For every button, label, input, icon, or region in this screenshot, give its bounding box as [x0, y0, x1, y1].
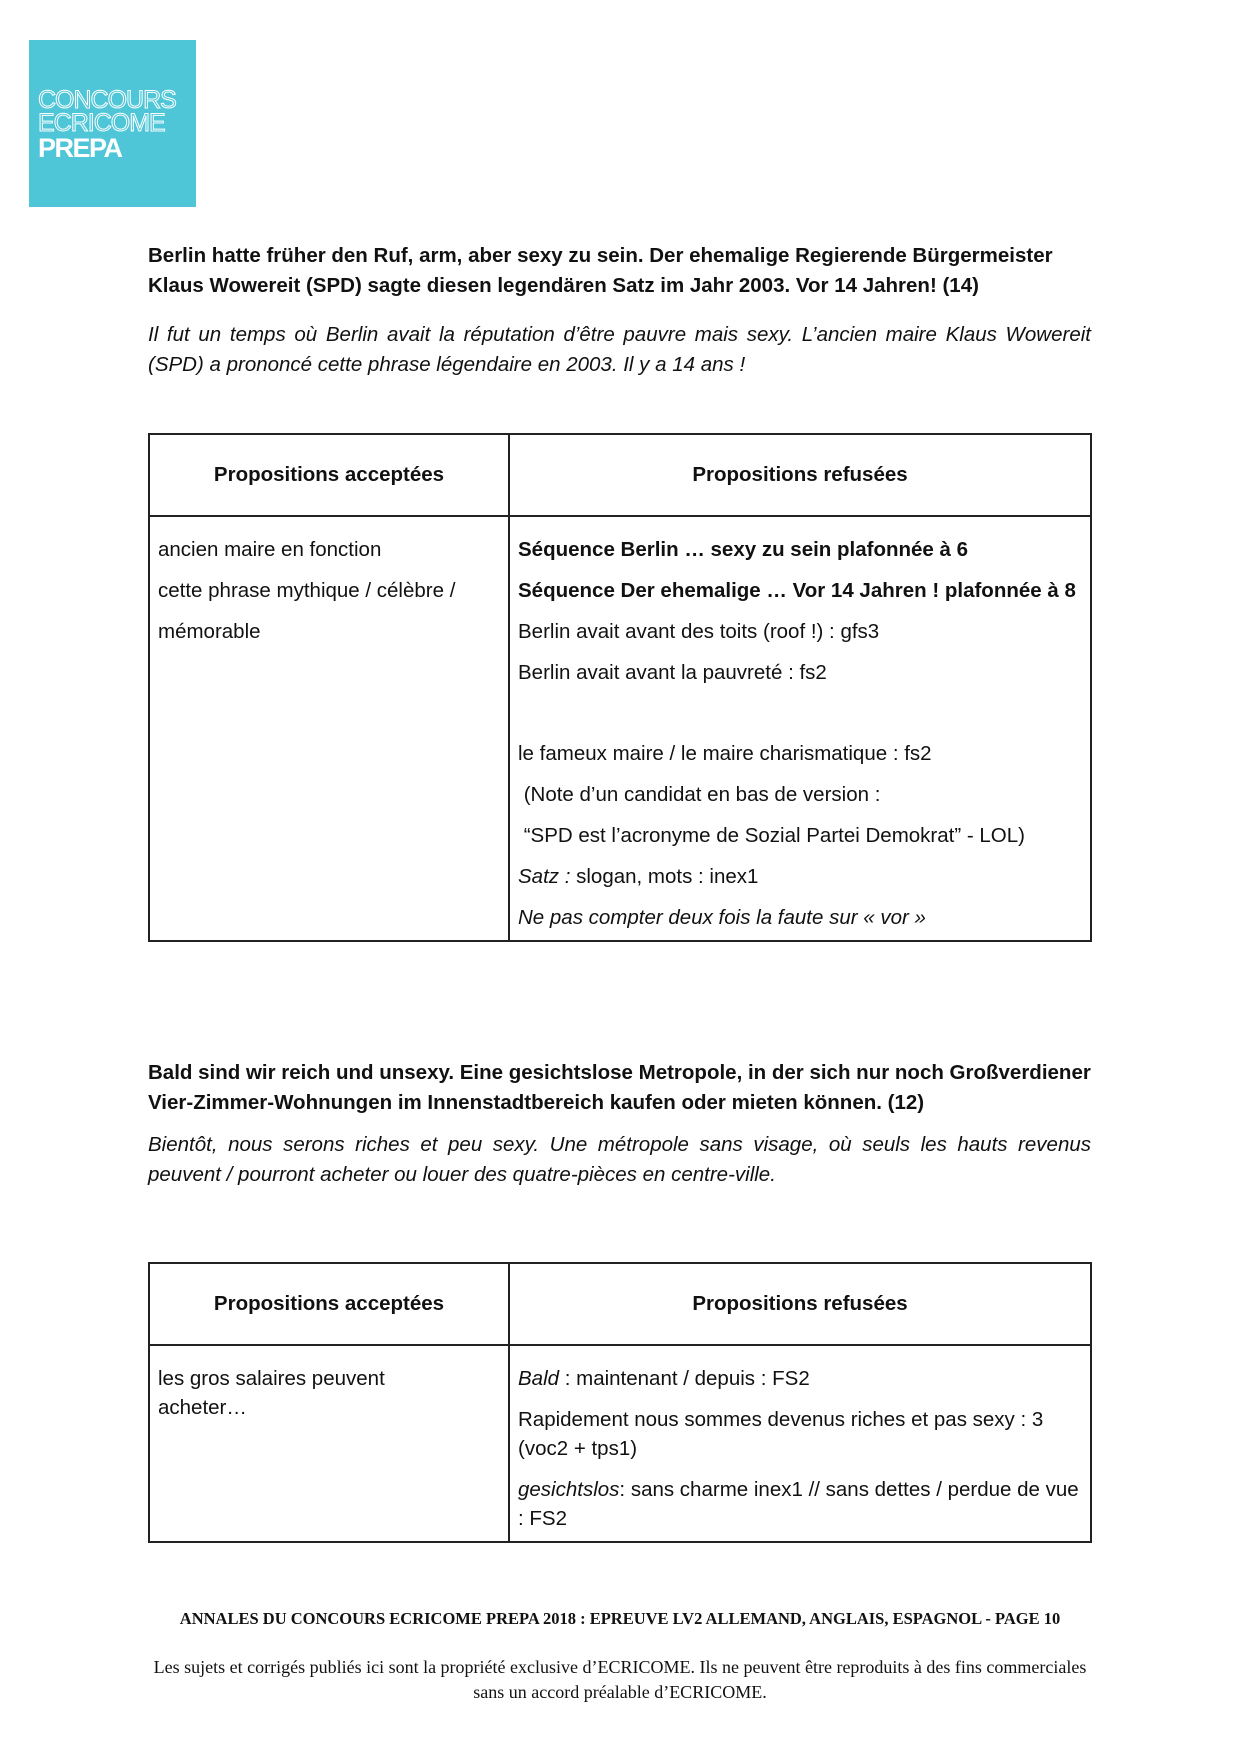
- refused-item: Berlin avait avant la pauvreté : fs2: [518, 661, 827, 684]
- refused-item: le fameux maire / le maire charismatique : fs2: [518, 742, 932, 765]
- refused-term-detail: : maintenant / depuis : FS2: [559, 1367, 810, 1390]
- accepted-cell: [149, 1345, 509, 1542]
- refused-item: Séquence Berlin … sexy zu sein plafonnée à 6: [518, 538, 969, 561]
- table-header-row: [149, 434, 1091, 516]
- refused-item: Séquence Der ehemalige … Vor 14 Jahren ! plafonnée à 8: [518, 579, 1076, 602]
- refused-term: gesichtslos: [518, 1478, 620, 1501]
- logo-line-ecricome: ECRICOME: [38, 109, 165, 137]
- section2-text: [148, 1058, 1091, 1190]
- table-row: [149, 516, 1091, 941]
- refused-term: Satz :: [518, 865, 571, 888]
- refused-item: Berlin avait avant des toits (roof !) : gfs3: [518, 620, 880, 643]
- logo-line-prepa: PREPA: [38, 133, 122, 163]
- accepted-item: ancien maire en fonction: [158, 538, 382, 561]
- refused-item: [518, 1475, 1082, 1533]
- header-refused: Propositions refusées: [509, 434, 1091, 516]
- section1-table: [148, 433, 1092, 942]
- footer-notice: Les sujets et corrigés publiés ici sont la propriété exclusive d’ECRICOME. Ils ne peuvent être reproduits à des fins commerciales sans un accord préalable d’ECRICOME.: [153, 1657, 1087, 1702]
- refused-term-detail: slogan, mots : inex1: [570, 865, 759, 888]
- table-row: [149, 1345, 1091, 1542]
- header-refused: Propositions refusées: [509, 1263, 1091, 1345]
- refused-term-detail: : sans charme inex1 // sans dettes / perdue de vue : FS2: [518, 1478, 1079, 1530]
- accepted-cell: [149, 516, 509, 941]
- logo-line-concours: CONCOURS: [38, 86, 176, 114]
- ecricome-logo: [29, 40, 196, 207]
- refused-item: Rapidement nous sommes devenus riches et pas sexy : 3 (voc2 + tps1): [518, 1408, 1044, 1460]
- accepted-item: les gros salaires peuvent acheter…: [158, 1367, 385, 1419]
- section1-text: [148, 241, 1091, 380]
- refused-cell: [509, 516, 1091, 941]
- refused-item: “SPD est l’acronyme de Sozial Partei Demokrat” - LOL): [518, 824, 1025, 847]
- section1-german: Berlin hatte früher den Ruf, arm, aber sexy zu sein. Der ehemalige Regierende Bürgermeister Klaus Wowereit (SPD) sagte diesen legendären Satz im Jahr 2003. Vor 14 Jahren! (14): [148, 244, 1053, 297]
- table-header-row: [149, 1263, 1091, 1345]
- section1-french: Il fut un temps où Berlin avait la réputation d’être pauvre mais sexy. L’ancien maire Klaus Wowereit (SPD) a prononcé cette phrase légendaire en 2003. Il y a 14 ans !: [148, 323, 1091, 376]
- refused-item: [518, 1364, 1082, 1393]
- header-accepted: Propositions acceptées: [149, 1263, 509, 1345]
- refused-item: [518, 862, 1082, 891]
- section2-table: [148, 1262, 1092, 1543]
- header-accepted: Propositions acceptées: [149, 434, 509, 516]
- section2-french: Bientôt, nous serons riches et peu sexy. Une métropole sans visage, où seuls les hauts revenus peuvent / pourront acheter ou louer des quatre-pièces en centre-ville.: [148, 1133, 1091, 1186]
- section2-german: Bald sind wir reich und unsexy. Eine gesichtslose Metropole, in der sich nur noch Großverdiener Vier-Zimmer-Wohnungen im Innenstadtbereich kaufen oder mieten können. (12): [148, 1061, 1091, 1114]
- refused-term: Bald: [518, 1367, 560, 1390]
- footer-title: ANNALES DU CONCOURS ECRICOME PREPA 2018 : EPREUVE LV2 ALLEMAND, ANGLAIS, ESPAGNOL - PAGE 10: [179, 1609, 1061, 1628]
- refused-item: (Note d’un candidat en bas de version :: [518, 783, 881, 806]
- refused-item: Ne pas compter deux fois la faute sur « vor »: [518, 906, 926, 929]
- refused-cell: [509, 1345, 1091, 1542]
- accepted-item: cette phrase mythique / célèbre / mémorable: [158, 579, 456, 643]
